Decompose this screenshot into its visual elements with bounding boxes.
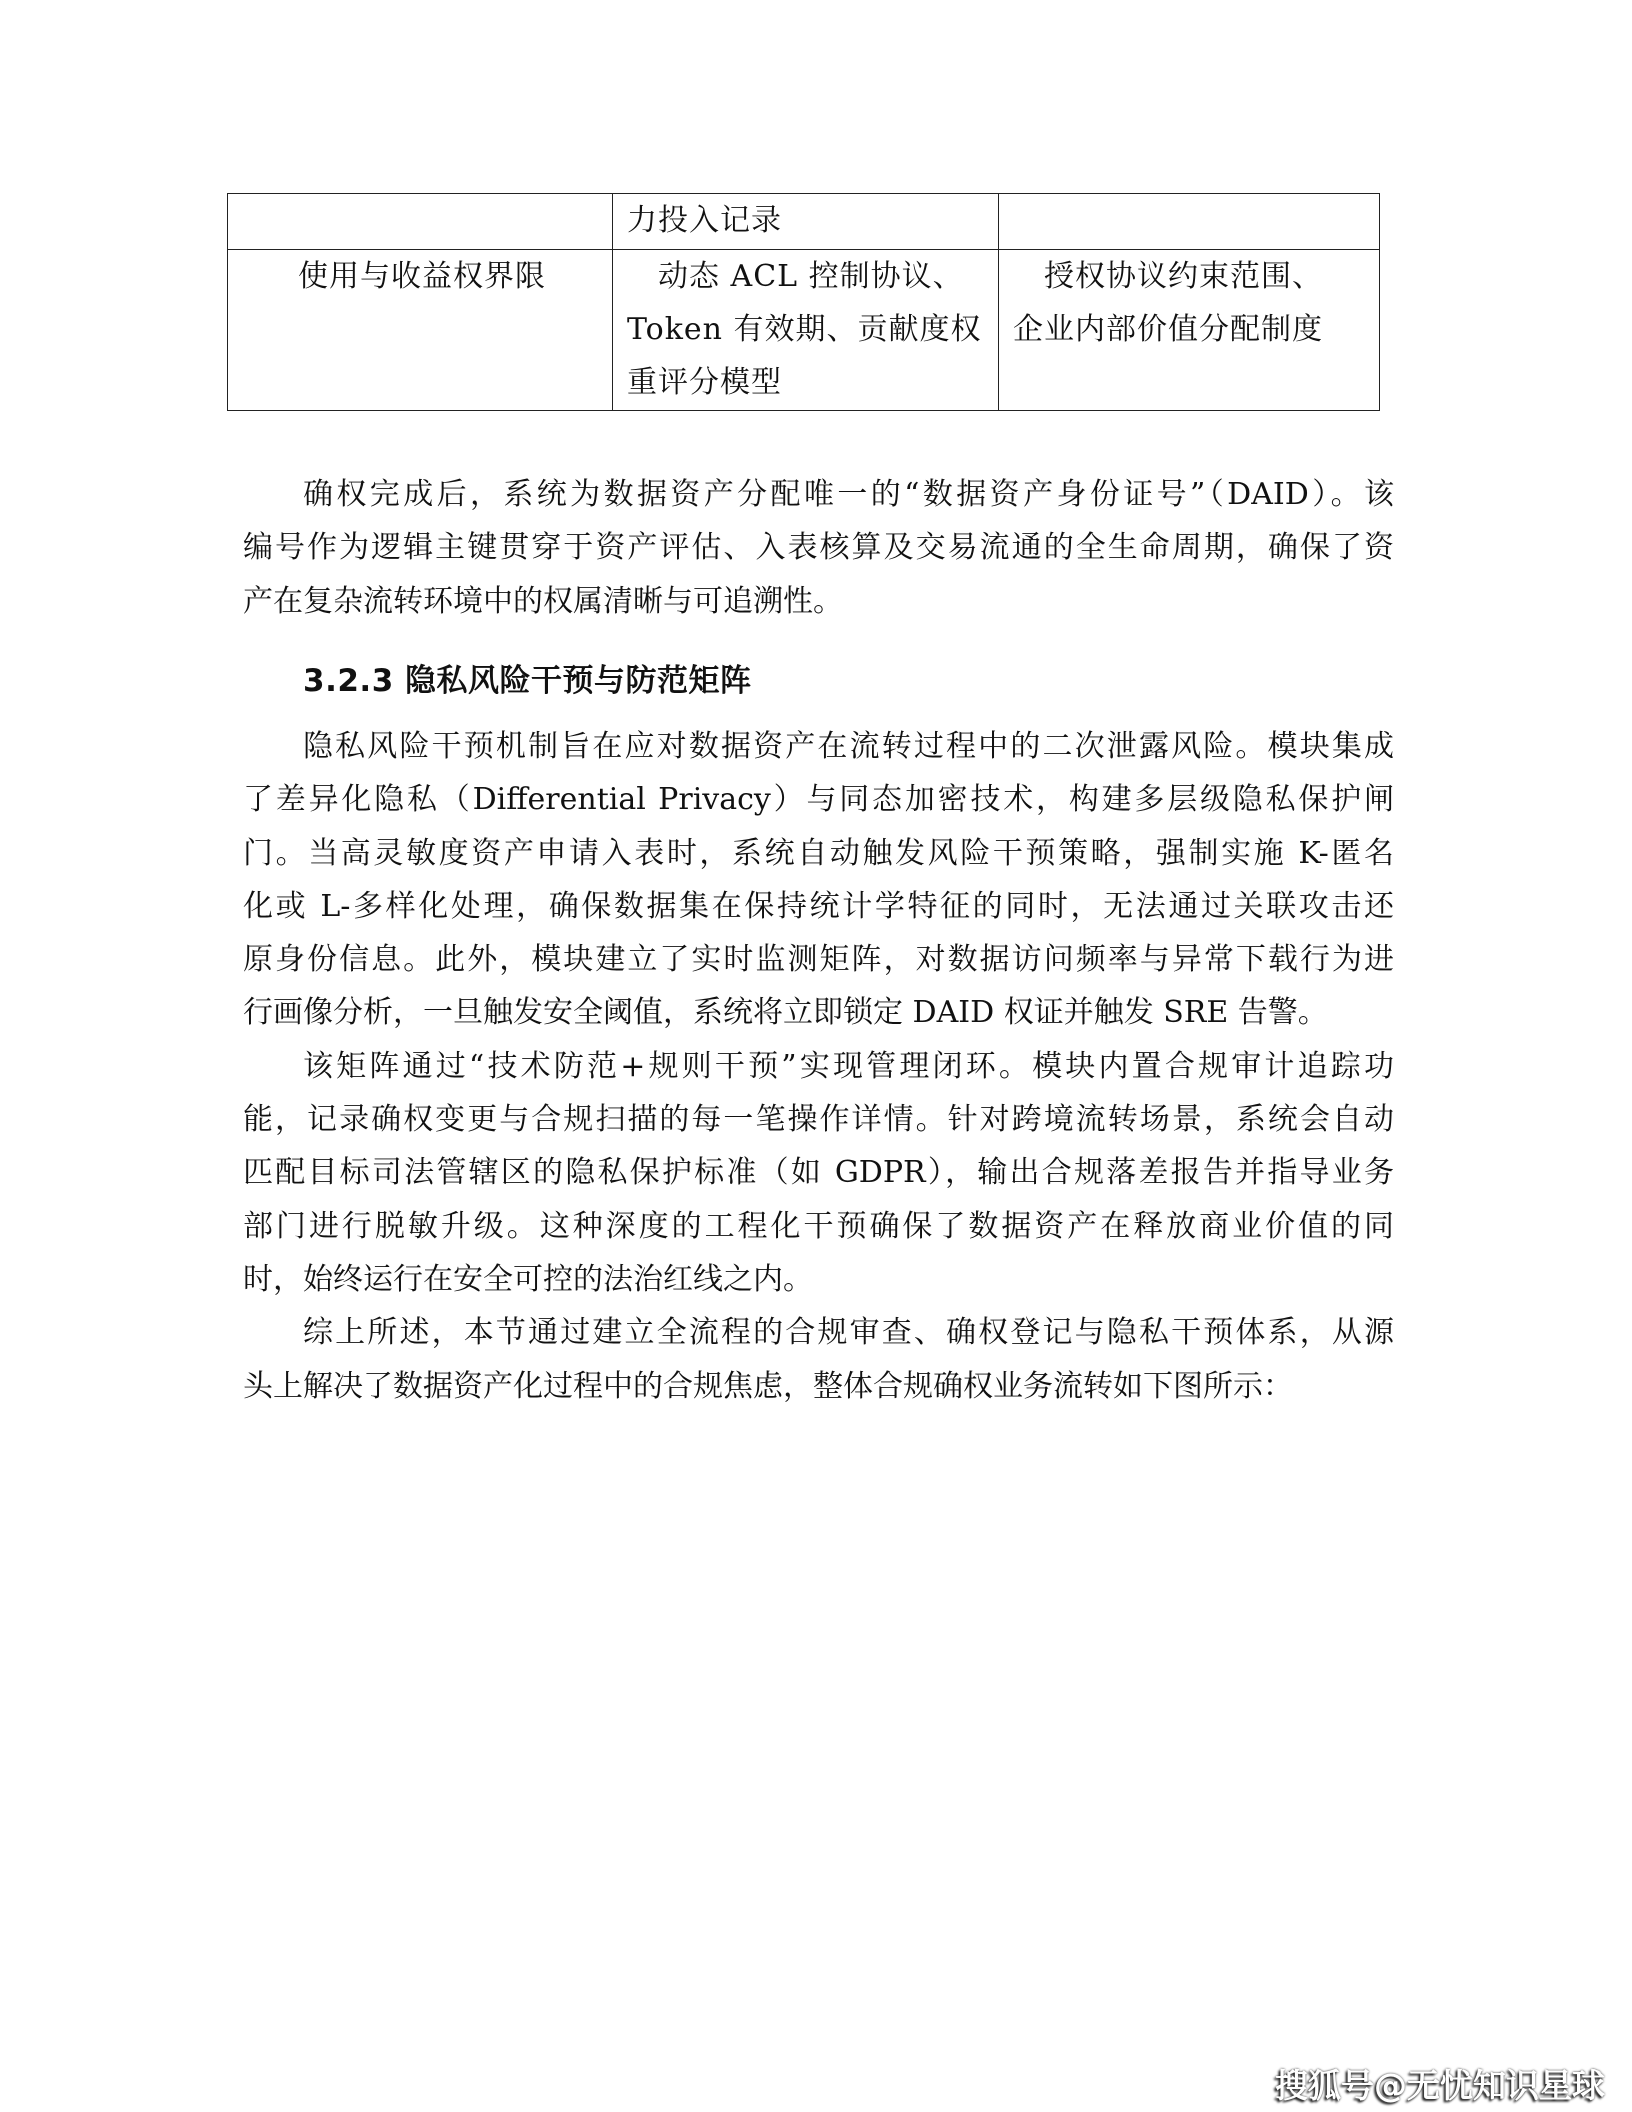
text-line: 产在复杂流转环境中的权属清晰与可追溯性。 [243,583,843,619]
cell-text: 力投入记录 [627,203,782,238]
text-line: 原身份信息。此外，模块建立了实时监测矩阵，对数据访问频率与异常下载行为进 [243,942,1394,978]
cell-text: Token 有效期、贡献度权 [627,312,982,347]
text-line: 头上解决了数据资产化过程中的合规焦虑，整体合规确权业务流转如下图所示： [243,1368,1293,1404]
watermark: 搜狐号@无忧知识星球 [1275,2066,1605,2105]
text-line: 部门进行脱敏升级。这种深度的工程化干预确保了数据资产在释放商业价值的同 [243,1208,1394,1244]
table-row [228,194,1380,250]
table-cell [228,194,613,250]
section-heading: 3.2.3 隐私风险干预与防范矩阵 [303,663,752,699]
text-line: 综上所述，本节通过建立全流程的合规审查、确权登记与隐私干预体系，从源 [303,1315,1394,1351]
table-cell [613,250,999,411]
text-line: 了差异化隐私（Differential Privacy）与同态加密技术，构建多层级隐私保护闸 [243,782,1394,818]
paragraph-daid [243,468,1394,628]
text-line: 行画像分析，一旦触发安全阈值，系统将立即锁定 DAID 权证并触发 SRE 告警。 [243,995,1328,1031]
text-line: 化或 L-多样化处理，确保数据集在保持统计学特征的同时，无法通过关联攻击还 [243,888,1394,924]
rights-table [227,193,1380,411]
cell-text: 企业内部价值分配制度 [1013,312,1323,347]
cell-text: 授权协议约束范围、 [1013,259,1323,294]
cell-text: 动态 ACL 控制协议、 [627,259,964,294]
text-line: 编号作为逻辑主键贯穿于资产评估、入表核算及交易流通的全生命周期，确保了资 [243,530,1394,566]
text-line: 隐私风险干预机制旨在应对数据资产在流转过程中的二次泄露风险。模块集成 [303,729,1394,764]
cell-text: 使用与收益权界限 [298,259,546,294]
table-cell [999,194,1380,250]
table-cell [999,250,1380,411]
cell-text: 重评分模型 [627,365,782,400]
text-line: 能，记录确权变更与合规扫描的每一笔操作详情。针对跨境流转场景，系统会自动 [243,1102,1394,1138]
paragraph-privacy [243,720,1394,1413]
table-cell [228,250,613,411]
text-line: 匹配目标司法管辖区的隐私保护标准（如 GDPR），输出合规落差报告并指导业务 [243,1155,1394,1191]
table-cell [613,194,999,250]
text-line: 时，始终运行在安全可控的法治红线之内。 [243,1261,813,1297]
table-row [228,250,1380,411]
text-line: 该矩阵通过“技术防范+规则干预”实现管理闭环。模块内置合规审计追踪功 [303,1048,1394,1084]
text-line: 确权完成后，系统为数据资产分配唯一的“数据资产身份证号”（DAID）。该 [303,477,1394,512]
text-line: 门。当高灵敏度资产申请入表时，系统自动触发风险干预策略，强制实施 K-匿名 [243,835,1394,871]
